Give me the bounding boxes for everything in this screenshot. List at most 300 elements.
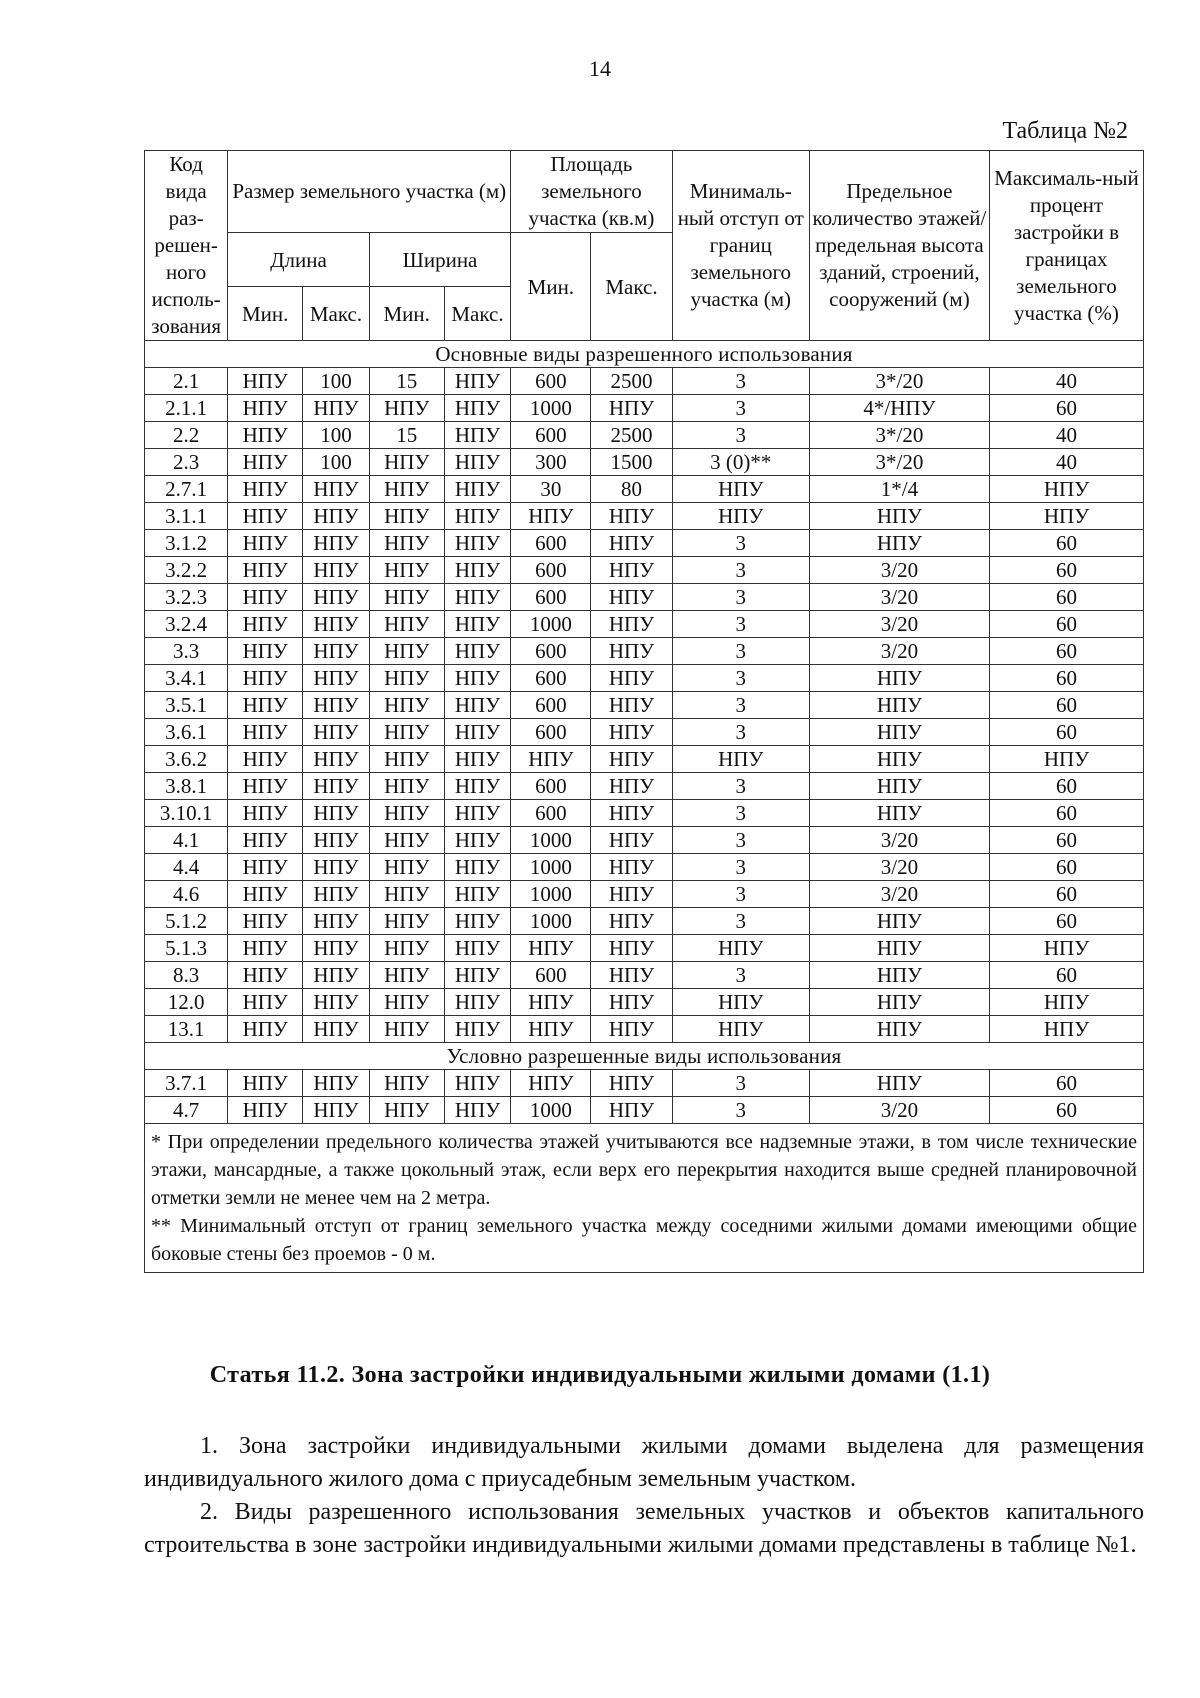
table-cell: НПУ bbox=[228, 692, 303, 719]
table-cell: НПУ bbox=[228, 908, 303, 935]
table-cell: НПУ bbox=[228, 557, 303, 584]
table-cell: НПУ bbox=[228, 719, 303, 746]
table-cell: НПУ bbox=[369, 557, 444, 584]
table-cell: НПУ bbox=[591, 557, 672, 584]
table-cell: НПУ bbox=[444, 827, 511, 854]
table-cell: НПУ bbox=[228, 368, 303, 395]
table-cell: 600 bbox=[511, 638, 591, 665]
table-cell: 1000 bbox=[511, 854, 591, 881]
table-cell: 60 bbox=[989, 881, 1143, 908]
table-cell: 3 bbox=[672, 1070, 809, 1097]
table-cell: НПУ bbox=[809, 530, 989, 557]
table-cell: 3.7.1 bbox=[145, 1070, 228, 1097]
table-cell: НПУ bbox=[228, 854, 303, 881]
table-cell: НПУ bbox=[511, 746, 591, 773]
table-cell: 1000 bbox=[511, 827, 591, 854]
table-cell: НПУ bbox=[228, 422, 303, 449]
table-row bbox=[145, 557, 1144, 584]
table-cell: НПУ bbox=[511, 1016, 591, 1043]
table-cell: 3.6.2 bbox=[145, 746, 228, 773]
table-cell: НПУ bbox=[228, 530, 303, 557]
table-cell: НПУ bbox=[444, 368, 511, 395]
table-cell: 3 bbox=[672, 773, 809, 800]
table-cell: НПУ bbox=[809, 1070, 989, 1097]
table-cell: 60 bbox=[989, 773, 1143, 800]
table-row bbox=[145, 1097, 1144, 1124]
table-cell: 60 bbox=[989, 557, 1143, 584]
table-cell: 3 bbox=[672, 611, 809, 638]
table-cell: НПУ bbox=[303, 962, 370, 989]
table-cell: 600 bbox=[511, 719, 591, 746]
table-cell: 5.1.3 bbox=[145, 935, 228, 962]
table-cell: НПУ bbox=[591, 503, 672, 530]
table-cell: 3*/20 bbox=[809, 368, 989, 395]
table-cell: НПУ bbox=[303, 935, 370, 962]
table-row bbox=[145, 962, 1144, 989]
table-cell: 1000 bbox=[511, 395, 591, 422]
table-row bbox=[145, 692, 1144, 719]
table-cell: НПУ bbox=[444, 1097, 511, 1124]
table-cell: 40 bbox=[989, 368, 1143, 395]
table-cell: НПУ bbox=[591, 611, 672, 638]
table-cell: 3 bbox=[672, 719, 809, 746]
header-width: Ширина bbox=[369, 233, 511, 287]
table-cell: 600 bbox=[511, 557, 591, 584]
table-cell: НПУ bbox=[672, 935, 809, 962]
table-cell: НПУ bbox=[303, 503, 370, 530]
table-cell: НПУ bbox=[591, 773, 672, 800]
table-cell: НПУ bbox=[369, 449, 444, 476]
rows-main bbox=[145, 368, 1144, 1043]
header-length: Длина bbox=[228, 233, 370, 287]
table-cell: 600 bbox=[511, 665, 591, 692]
table-cell: НПУ bbox=[809, 692, 989, 719]
table-cell: 60 bbox=[989, 638, 1143, 665]
table-cell: НПУ bbox=[369, 962, 444, 989]
table-cell: 600 bbox=[511, 773, 591, 800]
table-cell: 1500 bbox=[591, 449, 672, 476]
header-size: Размер земельного участка (м) bbox=[228, 151, 511, 233]
table-cell: 2500 bbox=[591, 368, 672, 395]
table-row bbox=[145, 746, 1144, 773]
table-row bbox=[145, 665, 1144, 692]
table-cell: НПУ bbox=[809, 773, 989, 800]
table-row bbox=[145, 503, 1144, 530]
table-cell: 3.5.1 bbox=[145, 692, 228, 719]
table-cell: 60 bbox=[989, 665, 1143, 692]
table-cell: НПУ bbox=[809, 665, 989, 692]
table-cell: 3.4.1 bbox=[145, 665, 228, 692]
table-cell: 600 bbox=[511, 692, 591, 719]
table-cell: НПУ bbox=[444, 935, 511, 962]
table-cell: НПУ bbox=[444, 395, 511, 422]
table-cell: НПУ bbox=[809, 989, 989, 1016]
header-code: Код вида раз-решен-ного исполь-зования bbox=[145, 151, 228, 341]
table-cell: НПУ bbox=[303, 557, 370, 584]
table-cell: НПУ bbox=[303, 611, 370, 638]
regulations-table bbox=[144, 150, 1144, 1273]
table-cell: НПУ bbox=[809, 935, 989, 962]
table-cell: 60 bbox=[989, 962, 1143, 989]
table-cell: 60 bbox=[989, 800, 1143, 827]
table-cell: НПУ bbox=[228, 476, 303, 503]
table-cell: НПУ bbox=[511, 1070, 591, 1097]
table-cell: НПУ bbox=[369, 1016, 444, 1043]
table-cell: НПУ bbox=[303, 827, 370, 854]
table-cell: 3.1.2 bbox=[145, 530, 228, 557]
table-cell: НПУ bbox=[228, 827, 303, 854]
table-cell: НПУ bbox=[303, 854, 370, 881]
table-cell: НПУ bbox=[809, 800, 989, 827]
table-cell: НПУ bbox=[591, 530, 672, 557]
table-cell: 2.7.1 bbox=[145, 476, 228, 503]
table-cell: НПУ bbox=[228, 1016, 303, 1043]
table-cell: НПУ bbox=[228, 881, 303, 908]
table-cell: НПУ bbox=[591, 800, 672, 827]
table-cell: НПУ bbox=[369, 503, 444, 530]
table-cell: 3 bbox=[672, 395, 809, 422]
table-header bbox=[145, 151, 1144, 341]
table-cell: 30 bbox=[511, 476, 591, 503]
table-cell: 60 bbox=[989, 827, 1143, 854]
table-cell: НПУ bbox=[444, 584, 511, 611]
table-cell: НПУ bbox=[989, 1016, 1143, 1043]
table-cell: НПУ bbox=[444, 422, 511, 449]
table-cell: 12.0 bbox=[145, 989, 228, 1016]
table-cell: НПУ bbox=[444, 746, 511, 773]
table-cell: НПУ bbox=[591, 584, 672, 611]
rows-conditional bbox=[145, 1070, 1144, 1124]
table-cell: 600 bbox=[511, 530, 591, 557]
table-cell: 3 bbox=[672, 800, 809, 827]
table-cell: НПУ bbox=[591, 827, 672, 854]
table-cell: 3/20 bbox=[809, 881, 989, 908]
table-cell: НПУ bbox=[369, 773, 444, 800]
paragraph-2-text: 2. Виды разрешенного использования земельных участков и объектов капитального строительства в зоне застройки индивидуальными жилыми домами представлены в таблице №1. bbox=[144, 1499, 1144, 1558]
table-cell: НПУ bbox=[989, 476, 1143, 503]
table-body bbox=[145, 341, 1144, 368]
table-row bbox=[145, 773, 1144, 800]
table-cell: 3*/20 bbox=[809, 422, 989, 449]
table-cell: НПУ bbox=[591, 665, 672, 692]
table-cell: НПУ bbox=[511, 989, 591, 1016]
table-cell: НПУ bbox=[809, 503, 989, 530]
table-row bbox=[145, 395, 1144, 422]
table-cell: 4.6 bbox=[145, 881, 228, 908]
table-notes bbox=[145, 1124, 1144, 1273]
table-cell: 3 bbox=[672, 854, 809, 881]
table-cell: 3 bbox=[672, 1097, 809, 1124]
table-cell: НПУ bbox=[369, 611, 444, 638]
table-cell: 300 bbox=[511, 449, 591, 476]
table-cell: НПУ bbox=[369, 530, 444, 557]
table-cell: НПУ bbox=[228, 773, 303, 800]
table-cell: 60 bbox=[989, 908, 1143, 935]
table-cell: НПУ bbox=[228, 503, 303, 530]
table-cell: 3 bbox=[672, 368, 809, 395]
table-cell: 3.6.1 bbox=[145, 719, 228, 746]
table-cell: 2.1 bbox=[145, 368, 228, 395]
table-cell: 80 bbox=[591, 476, 672, 503]
table-cell: НПУ bbox=[369, 395, 444, 422]
table-cell: НПУ bbox=[369, 692, 444, 719]
table-cell: НПУ bbox=[369, 881, 444, 908]
table-cell: 60 bbox=[989, 719, 1143, 746]
table-cell: 60 bbox=[989, 1070, 1143, 1097]
table-cell: 40 bbox=[989, 449, 1143, 476]
table-cell: 60 bbox=[989, 1097, 1143, 1124]
table-row bbox=[145, 854, 1144, 881]
table-cell: 3 bbox=[672, 422, 809, 449]
table-cell: 3/20 bbox=[809, 1097, 989, 1124]
table-row bbox=[145, 908, 1144, 935]
table-cell: 600 bbox=[511, 422, 591, 449]
table-cell: НПУ bbox=[228, 935, 303, 962]
paragraph-2 bbox=[144, 1496, 1144, 1562]
table-cell: 1000 bbox=[511, 908, 591, 935]
table-cell: 3.2.2 bbox=[145, 557, 228, 584]
table-cell: 4.4 bbox=[145, 854, 228, 881]
table-cell: НПУ bbox=[809, 908, 989, 935]
paragraph-1-text: 1. Зона застройки индивидуальными жилыми домами выделена для размещения индивидуального жилого дома с приусадебным земельным участком. bbox=[144, 1433, 1144, 1492]
table-cell: НПУ bbox=[591, 908, 672, 935]
table-cell: НПУ bbox=[369, 1070, 444, 1097]
table-cell: 3/20 bbox=[809, 557, 989, 584]
table-cell: НПУ bbox=[369, 908, 444, 935]
table-cell: НПУ bbox=[303, 1016, 370, 1043]
paragraph-1 bbox=[144, 1430, 1144, 1496]
table-cell: 3 bbox=[672, 584, 809, 611]
table-cell: 3/20 bbox=[809, 584, 989, 611]
table-cell: НПУ bbox=[228, 395, 303, 422]
table-cell: 3 bbox=[672, 827, 809, 854]
table-cell: НПУ bbox=[369, 854, 444, 881]
table-cell: НПУ bbox=[369, 584, 444, 611]
header-width-min: Мин. bbox=[369, 287, 444, 341]
table-row bbox=[145, 422, 1144, 449]
table-cell: 3 (0)** bbox=[672, 449, 809, 476]
table-cell: НПУ bbox=[591, 1070, 672, 1097]
table-cell: НПУ bbox=[444, 611, 511, 638]
table-cell: НПУ bbox=[228, 1070, 303, 1097]
table-cell: НПУ bbox=[591, 881, 672, 908]
header-width-max: Макс. bbox=[444, 287, 511, 341]
table-cell: НПУ bbox=[303, 800, 370, 827]
table-cell: 60 bbox=[989, 584, 1143, 611]
table-cell: НПУ bbox=[444, 881, 511, 908]
table-cell: НПУ bbox=[228, 1097, 303, 1124]
header-setback: Минималь-ный отступ от границ земельного участка (м) bbox=[672, 151, 809, 341]
table-cell: НПУ bbox=[591, 692, 672, 719]
table-cell: НПУ bbox=[444, 854, 511, 881]
table-cell: НПУ bbox=[369, 827, 444, 854]
table-cell: 3 bbox=[672, 665, 809, 692]
section-main-heading: Основные виды разрешенного использования bbox=[145, 341, 1144, 368]
table-row bbox=[145, 368, 1144, 395]
table-cell: НПУ bbox=[989, 989, 1143, 1016]
table-row bbox=[145, 449, 1144, 476]
table-cell: НПУ bbox=[989, 503, 1143, 530]
table-cell: НПУ bbox=[228, 800, 303, 827]
table-cell: НПУ bbox=[672, 503, 809, 530]
table-cell: 15 bbox=[369, 422, 444, 449]
table-cell: НПУ bbox=[303, 1097, 370, 1124]
table-cell: НПУ bbox=[444, 476, 511, 503]
table-cell: 3 bbox=[672, 962, 809, 989]
note-floors: * При определении предельного количества этажей учитываются все надземные этажи, в том числе технические этажи, мансардные, а также цокольный этаж, если верх его перекрытия находится выше средней планировочной отметки земли не менее чем на 2 метра. bbox=[151, 1131, 1137, 1209]
table-cell: НПУ bbox=[369, 665, 444, 692]
table-cell: НПУ bbox=[303, 773, 370, 800]
table-cell: НПУ bbox=[444, 908, 511, 935]
table-cell: НПУ bbox=[672, 1016, 809, 1043]
table-cell: НПУ bbox=[591, 746, 672, 773]
table-cell: НПУ bbox=[369, 476, 444, 503]
table-cell: 60 bbox=[989, 530, 1143, 557]
table-row bbox=[145, 611, 1144, 638]
table-caption: Таблица №2 bbox=[1002, 118, 1128, 144]
section-conditional-group bbox=[145, 1043, 1144, 1070]
table-cell: НПУ bbox=[303, 1070, 370, 1097]
table-cell: НПУ bbox=[444, 692, 511, 719]
table-cell: НПУ bbox=[228, 665, 303, 692]
table-cell: НПУ bbox=[591, 935, 672, 962]
table-cell: НПУ bbox=[369, 989, 444, 1016]
table-cell: НПУ bbox=[303, 881, 370, 908]
table-cell: 2.1.1 bbox=[145, 395, 228, 422]
table-cell: 600 bbox=[511, 584, 591, 611]
table-cell: 1*/4 bbox=[809, 476, 989, 503]
article-title: Статья 11.2. Зона застройки индивидуальными жилыми домами (1.1) bbox=[209, 1362, 991, 1388]
table-cell: 600 bbox=[511, 962, 591, 989]
table-cell: НПУ bbox=[511, 503, 591, 530]
notes-cell bbox=[145, 1124, 1144, 1273]
table-cell: НПУ bbox=[444, 1070, 511, 1097]
table-row bbox=[145, 800, 1144, 827]
header-floors: Предельное количество этажей/ предельная высота зданий, строений, сооружений (м) bbox=[809, 151, 989, 341]
table-cell: НПУ bbox=[989, 935, 1143, 962]
table-row bbox=[145, 881, 1144, 908]
table-cell: 3 bbox=[672, 530, 809, 557]
table-cell: 3/20 bbox=[809, 638, 989, 665]
table-cell: 60 bbox=[989, 395, 1143, 422]
table-cell: НПУ bbox=[303, 719, 370, 746]
table-cell: 3 bbox=[672, 908, 809, 935]
table-cell: 8.3 bbox=[145, 962, 228, 989]
table-cell: НПУ bbox=[444, 665, 511, 692]
table-cell: 600 bbox=[511, 368, 591, 395]
table-row bbox=[145, 1016, 1144, 1043]
table-cell: НПУ bbox=[591, 719, 672, 746]
table-cell: НПУ bbox=[591, 395, 672, 422]
table-cell: НПУ bbox=[369, 935, 444, 962]
table-cell: НПУ bbox=[303, 989, 370, 1016]
table-cell: НПУ bbox=[444, 530, 511, 557]
table-cell: НПУ bbox=[303, 530, 370, 557]
table-cell: НПУ bbox=[591, 854, 672, 881]
table-cell: 1000 bbox=[511, 1097, 591, 1124]
table-row bbox=[145, 989, 1144, 1016]
table-cell: НПУ bbox=[809, 719, 989, 746]
table-row bbox=[145, 719, 1144, 746]
table-cell: НПУ bbox=[303, 638, 370, 665]
table-cell: НПУ bbox=[303, 746, 370, 773]
table-cell: 3.2.3 bbox=[145, 584, 228, 611]
table-cell: НПУ bbox=[444, 962, 511, 989]
header-area-min: Мин. bbox=[511, 233, 591, 341]
header-coverage: Максималь-ный процент застройки в границах земельного участка (%) bbox=[989, 151, 1143, 341]
table-cell: 40 bbox=[989, 422, 1143, 449]
table-cell: НПУ bbox=[228, 449, 303, 476]
table-cell: НПУ bbox=[591, 1016, 672, 1043]
table-row bbox=[145, 584, 1144, 611]
table-cell: 3 bbox=[672, 557, 809, 584]
table-cell: 2.2 bbox=[145, 422, 228, 449]
table-cell: 100 bbox=[303, 449, 370, 476]
table-row bbox=[145, 827, 1144, 854]
table-cell: НПУ bbox=[303, 395, 370, 422]
table-cell: НПУ bbox=[444, 989, 511, 1016]
table-cell: НПУ bbox=[369, 719, 444, 746]
header-length-min: Мин. bbox=[228, 287, 303, 341]
section-conditional-heading: Условно разрешенные виды использования bbox=[145, 1043, 1144, 1070]
table-cell: 2500 bbox=[591, 422, 672, 449]
table-cell: 3.1.1 bbox=[145, 503, 228, 530]
table-cell: НПУ bbox=[444, 503, 511, 530]
table-cell: НПУ bbox=[369, 746, 444, 773]
table-cell: НПУ bbox=[228, 989, 303, 1016]
table-cell: 60 bbox=[989, 611, 1143, 638]
table-cell: НПУ bbox=[591, 962, 672, 989]
table-cell: НПУ bbox=[444, 557, 511, 584]
table-cell: 3/20 bbox=[809, 611, 989, 638]
table-cell: НПУ bbox=[444, 773, 511, 800]
table-cell: 3*/20 bbox=[809, 449, 989, 476]
header-area-max: Макс. bbox=[591, 233, 672, 341]
table-cell: 600 bbox=[511, 800, 591, 827]
table-cell: НПУ bbox=[228, 584, 303, 611]
table-row bbox=[145, 476, 1144, 503]
table-cell: 3 bbox=[672, 692, 809, 719]
table-cell: НПУ bbox=[303, 584, 370, 611]
table-cell: НПУ bbox=[591, 638, 672, 665]
table-cell: НПУ bbox=[303, 665, 370, 692]
table-row bbox=[145, 530, 1144, 557]
table-cell: НПУ bbox=[444, 719, 511, 746]
table-cell: 3.8.1 bbox=[145, 773, 228, 800]
table-cell: 3/20 bbox=[809, 827, 989, 854]
page-number: 14 bbox=[589, 56, 611, 81]
table-cell: 60 bbox=[989, 854, 1143, 881]
table-cell: НПУ bbox=[303, 476, 370, 503]
table-cell: НПУ bbox=[228, 962, 303, 989]
table-cell: НПУ bbox=[303, 692, 370, 719]
header-length-max: Макс. bbox=[303, 287, 370, 341]
header-area: Площадь земельного участка (кв.м) bbox=[511, 151, 672, 233]
table-cell: 3.10.1 bbox=[145, 800, 228, 827]
table-cell: НПУ bbox=[369, 1097, 444, 1124]
table-cell: НПУ bbox=[809, 746, 989, 773]
note-setback: ** Минимальный отступ от границ земельного участка между соседними жилыми домами имеющими общие боковые стены без проемов - 0 м. bbox=[151, 1215, 1137, 1265]
table-cell: НПУ bbox=[444, 638, 511, 665]
table-cell: НПУ bbox=[228, 638, 303, 665]
table-cell: 4*/НПУ bbox=[809, 395, 989, 422]
table-cell: 5.1.2 bbox=[145, 908, 228, 935]
table-cell: НПУ bbox=[369, 800, 444, 827]
table-cell: НПУ bbox=[444, 449, 511, 476]
table-cell: 4.1 bbox=[145, 827, 228, 854]
table-cell: 4.7 bbox=[145, 1097, 228, 1124]
table-cell: НПУ bbox=[444, 1016, 511, 1043]
